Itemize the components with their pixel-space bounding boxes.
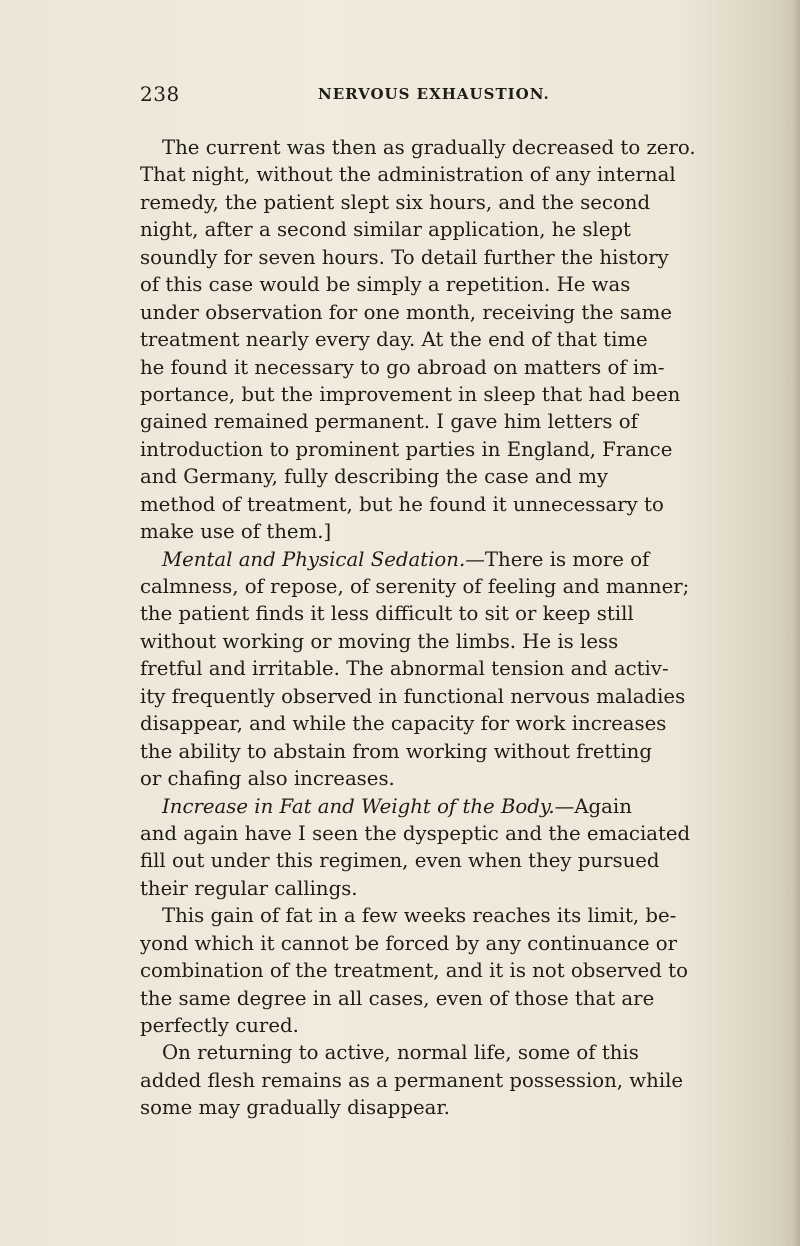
text-line-content: night, after a second similar application, he slept xyxy=(140,218,631,242)
section-heading: Increase in Fat and Weight of the Body. xyxy=(162,794,555,818)
text-line-content: combination of the treatment, and it is not observed to xyxy=(140,959,688,983)
text-line xyxy=(140,957,765,984)
text-line xyxy=(140,847,765,874)
page-number: 238 xyxy=(140,82,180,106)
text-line-content: This gain of fat in a few weeks reaches its limit, be- xyxy=(162,904,677,928)
text-line xyxy=(140,518,765,545)
text-line xyxy=(140,134,765,161)
text-line-content: ity frequently observed in functional nervous maladies xyxy=(140,684,686,708)
text-line-content: remedy, the patient slept six hours, and the second xyxy=(140,190,651,214)
text-line-content: gained remained permanent. I gave him letters of xyxy=(140,410,638,434)
text-line xyxy=(140,381,765,408)
text-line xyxy=(140,820,765,847)
text-line-content: fretful and irritable. The abnormal tension and activ- xyxy=(140,657,669,681)
section-heading: Mental and Physical Sedation. xyxy=(162,547,466,571)
text-line xyxy=(140,683,765,710)
text-line-content: perfectly cured. xyxy=(140,1014,299,1037)
text-line xyxy=(140,1039,765,1066)
text-line xyxy=(140,244,765,271)
text-line-content: and Germany, fully describing the case and my xyxy=(140,465,608,489)
text-line-content: soundly for seven hours. To detail further the history xyxy=(140,245,669,269)
text-line-content: yond which it cannot be forced by any continuance or xyxy=(140,931,678,955)
text-line xyxy=(140,408,765,435)
text-line-content: portance, but the improvement in sleep that had been xyxy=(140,382,681,406)
text-line-content: calmness, of repose, of serenity of feeling and manner; xyxy=(140,575,690,598)
running-head: NERVOUS EXHAUSTION. xyxy=(318,85,550,103)
text-line xyxy=(140,161,765,188)
text-line xyxy=(140,875,765,902)
text-line-content: or chafing also increases. xyxy=(140,767,395,791)
text-line xyxy=(140,573,765,600)
text-line xyxy=(140,1012,765,1039)
text-line-content: On returning to active, normal life, some of this xyxy=(162,1041,639,1065)
text-line xyxy=(140,463,765,490)
text-line xyxy=(140,600,765,627)
text-line xyxy=(140,546,765,573)
text-line-content: disappear, and while the capacity for work increases xyxy=(140,712,667,736)
text-line-content: introduction to prominent parties in England, France xyxy=(140,437,673,461)
body-text xyxy=(140,134,765,1122)
text-line xyxy=(140,738,765,765)
text-line xyxy=(140,271,765,298)
text-line-content: the ability to abstain from working without fretting xyxy=(140,739,652,763)
text-line-content: their regular callings. xyxy=(140,876,358,900)
text-line-content: the patient finds it less difficult to sit or keep still xyxy=(140,602,634,626)
text-line-content: method of treatment, but he found it unnecessary to xyxy=(140,492,664,516)
text-line-content: he found it necessary to go abroad on matters of im- xyxy=(140,355,665,379)
text-line-content: —There is more of xyxy=(465,547,650,571)
page-edge xyxy=(790,0,800,1246)
text-line xyxy=(140,299,765,326)
text-line-content: some may gradually disappear. xyxy=(140,1096,450,1120)
text-line xyxy=(140,326,765,353)
text-line xyxy=(140,902,765,929)
text-line-content: fill out under this regimen, even when they pursued xyxy=(140,849,660,873)
text-line xyxy=(140,710,765,737)
text-line-content: under observation for one month, receiving the same xyxy=(140,300,672,324)
text-line xyxy=(140,765,765,792)
text-line-content: treatment nearly every day. At the end of that time xyxy=(140,328,648,352)
text-line-content: of this case would be simply a repetition. He was xyxy=(140,273,631,297)
text-line xyxy=(140,1094,765,1121)
text-line xyxy=(140,985,765,1012)
text-line-content: The current was then as gradually decreased to zero. xyxy=(162,136,696,159)
text-line xyxy=(140,655,765,682)
text-line xyxy=(140,628,765,655)
text-line-content: That night, without the administration of any internal xyxy=(140,163,676,187)
page-header xyxy=(140,82,700,112)
text-line xyxy=(140,189,765,216)
text-line xyxy=(140,436,765,463)
text-line xyxy=(140,216,765,243)
text-line-content: make use of them.] xyxy=(140,520,332,544)
text-line-content: the same degree in all cases, even of those that are xyxy=(140,986,655,1010)
text-line-content: and again have I seen the dyspeptic and the emaciated xyxy=(140,821,691,845)
text-line xyxy=(140,930,765,957)
text-line-content: added flesh remains as a permanent possession, while xyxy=(140,1068,684,1092)
text-line xyxy=(140,1067,765,1094)
text-line-content: —Again xyxy=(554,794,632,818)
text-line-content: without working or moving the limbs. He is less xyxy=(140,629,619,653)
text-line xyxy=(140,491,765,518)
text-line xyxy=(140,354,765,381)
text-line xyxy=(140,793,765,820)
